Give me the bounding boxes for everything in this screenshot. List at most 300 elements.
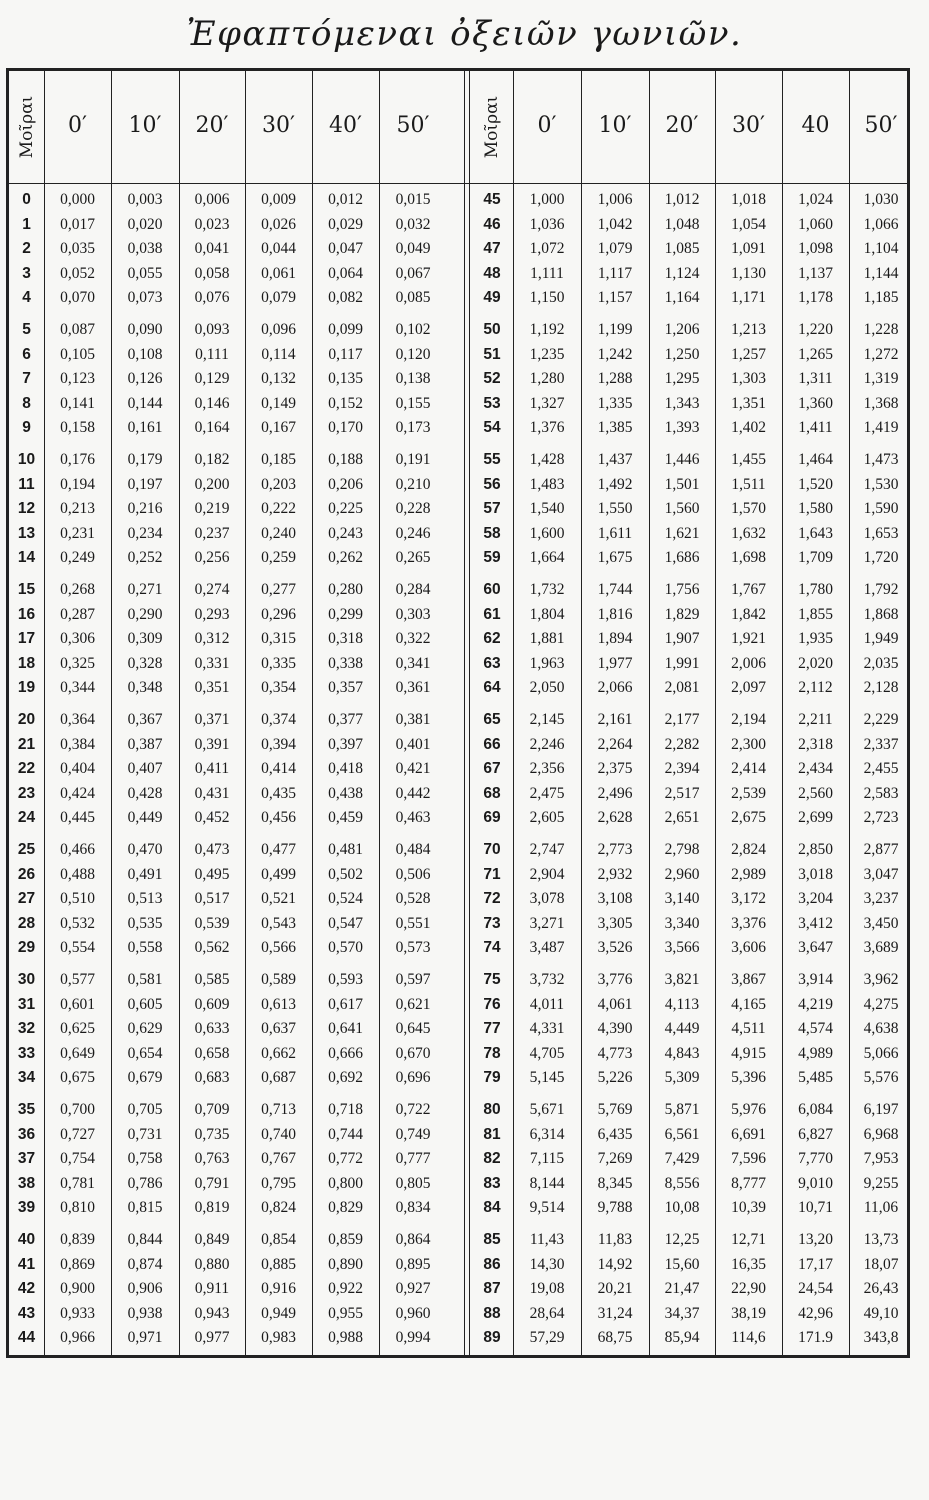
right_block-value-cell: 28,64 xyxy=(529,1304,565,1322)
left_block-value-cell: 0,123 xyxy=(60,370,95,388)
left_block-value-cell: 0,435 xyxy=(261,784,296,802)
left_block-value-cell: 0,521 xyxy=(261,890,296,908)
right_block-value-cell: 5,226 xyxy=(597,1069,633,1087)
left_block-value-cell: 0,649 xyxy=(60,1044,95,1062)
right_block-degree-cell: 50 xyxy=(483,321,501,338)
left_block-value-cell: 0,510 xyxy=(60,890,95,908)
right_block-value-cell: 2,475 xyxy=(529,784,565,802)
right_block-value-cell: 1,550 xyxy=(597,500,633,518)
page-title: Ἐφαπτόμεναι ὀξειῶν γωνιῶν. xyxy=(186,14,743,54)
right_block-value-cell: 3,305 xyxy=(597,914,633,932)
left_block-value-cell: 0,528 xyxy=(395,890,431,908)
right_block-value-cell: 1,732 xyxy=(529,581,565,598)
right_block-value-cell: 1,111 xyxy=(530,264,564,282)
right_block-value-cell: 1,653 xyxy=(863,524,899,542)
left_block-value-cell: 0,252 xyxy=(127,549,163,567)
left_block-degree-cell: 21 xyxy=(17,735,36,753)
left_block-value-cell: 0,709 xyxy=(194,1101,230,1118)
left_block-value-cell: 0,076 xyxy=(194,289,230,307)
right_block-value-cell: 1,376 xyxy=(529,419,565,437)
right_block-value-cell: 1,242 xyxy=(597,345,633,363)
left_block-value-cell: 0,035 xyxy=(60,240,95,258)
left_block-value-cell: 0,696 xyxy=(395,1069,431,1087)
left_block-value-cell: 0,377 xyxy=(328,711,363,728)
left_block-value-cell: 0,839 xyxy=(60,1231,95,1248)
right_block-value-cell: 5,976 xyxy=(731,1101,766,1118)
left_block-value-cell: 0,338 xyxy=(328,654,363,672)
left_block-value-cell: 0,543 xyxy=(261,914,296,932)
left_block-degree-cell: 30 xyxy=(17,971,36,988)
left_block-value-cell: 0,000 xyxy=(60,191,95,208)
left_block-value-cell: 0,061 xyxy=(261,264,296,282)
right_block-degree-cell: 87 xyxy=(483,1280,501,1298)
right_block-value-cell: 14,92 xyxy=(597,1255,633,1273)
left_block-value-cell: 0,916 xyxy=(261,1280,296,1298)
right_block-degree-cell: 67 xyxy=(483,760,501,778)
right_block-value-cell: 1,501 xyxy=(664,475,700,493)
left_block-value-cell: 0,213 xyxy=(60,500,95,518)
left_block-value-cell: 0,020 xyxy=(127,215,163,233)
right_block-degree-cell: 86 xyxy=(483,1255,501,1273)
right_block-minute-header: 0′ xyxy=(537,113,557,138)
right_block-value-cell: 1,000 xyxy=(529,191,565,208)
left_block-value-cell: 0,597 xyxy=(395,971,431,988)
right_block-value-cell: 1,124 xyxy=(664,264,700,282)
right_block-degree-cell: 74 xyxy=(483,939,501,957)
right_block-value-cell: 4,773 xyxy=(597,1044,633,1062)
right_block-value-cell: 1,464 xyxy=(798,451,833,468)
left_block-value-cell: 0,880 xyxy=(194,1255,230,1273)
left_block-value-cell: 0,029 xyxy=(328,215,363,233)
left_block-value-cell: 0,431 xyxy=(194,784,230,802)
right_block-value-cell: 1,335 xyxy=(597,394,633,412)
right_block-value-cell: 2,960 xyxy=(664,865,700,883)
left_block-degree-cell: 29 xyxy=(17,939,36,957)
left_block-value-cell: 0,161 xyxy=(127,419,163,437)
left_block-value-cell: 0,473 xyxy=(194,841,230,858)
left_block-value-cell: 0,090 xyxy=(127,321,163,338)
left_block-value-cell: 0,058 xyxy=(194,264,230,282)
left_block-value-cell: 0,246 xyxy=(395,524,431,542)
left_block-value-cell: 0,731 xyxy=(127,1125,163,1143)
left_block-value-cell: 0,943 xyxy=(194,1304,230,1322)
right_block-value-cell: 9,788 xyxy=(597,1199,633,1217)
right_block-value-cell: 1,455 xyxy=(731,451,766,468)
left_block-value-cell: 0,367 xyxy=(127,711,163,728)
left_block-value-cell: 0,670 xyxy=(395,1044,431,1062)
left_block-value-cell: 0,015 xyxy=(395,191,431,208)
right_block-value-cell: 1,570 xyxy=(731,500,766,518)
left_block-value-cell: 0,259 xyxy=(261,549,296,567)
left_block-minute-header: 50′ xyxy=(396,113,430,138)
left_block-value-cell: 0,284 xyxy=(395,581,431,598)
left_block-value-cell: 0,566 xyxy=(261,939,296,957)
right_block-degree-cell: 75 xyxy=(483,971,501,988)
right_block-value-cell: 2,798 xyxy=(664,841,700,858)
right_block-degree-cell: 73 xyxy=(483,914,501,932)
right_block-value-cell: 1,921 xyxy=(731,630,766,648)
right_block-value-cell: 1,351 xyxy=(731,394,766,412)
left_block-value-cell: 0,687 xyxy=(261,1069,296,1087)
right_block-value-cell: 343,8 xyxy=(863,1329,899,1347)
right_block-value-cell: 1,036 xyxy=(529,215,565,233)
left_block-value-cell: 0,200 xyxy=(194,475,230,493)
left_block-value-cell: 0,303 xyxy=(395,605,431,623)
left_block-value-cell: 0,633 xyxy=(194,1020,230,1038)
left_block-value-cell: 0,132 xyxy=(261,370,296,388)
right_block-value-cell: 6,435 xyxy=(597,1125,633,1143)
right_block-minute-header: 10′ xyxy=(598,113,632,138)
right_block-value-cell: 2,877 xyxy=(863,841,899,858)
right_block-value-cell: 1,621 xyxy=(664,524,700,542)
right_block-degree-cell: 57 xyxy=(483,500,501,518)
left_block-value-cell: 0,328 xyxy=(127,654,163,672)
right_block-value-cell: 6,084 xyxy=(798,1101,833,1118)
left_block-degree-cell: 20 xyxy=(17,711,36,728)
left_block-value-cell: 0,654 xyxy=(127,1044,163,1062)
left_block-value-cell: 0,705 xyxy=(127,1101,163,1118)
right_block-value-cell: 5,066 xyxy=(863,1044,899,1062)
right_block-value-cell: 1,991 xyxy=(664,654,700,672)
left_block-degree-cell: 4 xyxy=(22,289,31,307)
left_block-value-cell: 0,222 xyxy=(261,500,296,518)
left_block-value-cell: 0,658 xyxy=(194,1044,230,1062)
right_block-value-cell: 57,29 xyxy=(529,1329,565,1347)
right_block-degree-cell: 56 xyxy=(483,475,501,493)
right_block-value-cell: 2,904 xyxy=(529,865,565,883)
right_block-value-cell: 2,006 xyxy=(731,654,766,672)
left_block-value-cell: 0,495 xyxy=(194,865,230,883)
right_block-value-cell: 1,072 xyxy=(529,240,565,258)
right_block-value-cell: 15,60 xyxy=(664,1255,700,1273)
left_block-degree-cell: 19 xyxy=(17,679,36,697)
right_block-value-cell: 2,097 xyxy=(731,679,766,697)
left_block-value-cell: 0,055 xyxy=(127,264,163,282)
left_block-value-cell: 0,645 xyxy=(395,1020,431,1038)
left_block-value-cell: 0,120 xyxy=(395,345,431,363)
right_block-value-cell: 3,647 xyxy=(798,939,833,957)
right_block-value-cell: 4,219 xyxy=(798,995,833,1013)
left_block-value-cell: 0,445 xyxy=(60,809,95,827)
right_block-value-cell: 1,137 xyxy=(798,264,833,282)
right_block-value-cell: 1,675 xyxy=(597,549,633,567)
right_block-value-cell: 1,868 xyxy=(863,605,899,623)
right_block-value-cell: 2,455 xyxy=(863,760,899,778)
right_block-value-cell: 1,006 xyxy=(597,191,633,208)
right_block-value-cell: 114,6 xyxy=(731,1329,766,1347)
left_block-value-cell: 0,203 xyxy=(261,475,296,493)
right_block-degree-cell: 69 xyxy=(483,809,501,827)
left_block-value-cell: 0,906 xyxy=(127,1280,163,1298)
right_block-value-cell: 2,177 xyxy=(664,711,700,728)
right_block-value-cell: 1,360 xyxy=(798,394,833,412)
right_block-value-cell: 1,600 xyxy=(529,524,565,542)
left_block-value-cell: 0,938 xyxy=(127,1304,163,1322)
left_block-value-cell: 0,117 xyxy=(328,345,363,363)
right_block-value-cell: 4,574 xyxy=(798,1020,833,1038)
left_block-value-cell: 0,844 xyxy=(127,1231,163,1248)
left_block-value-cell: 0,391 xyxy=(194,735,230,753)
left_block-value-cell: 0,625 xyxy=(60,1020,95,1038)
left_block-value-cell: 0,299 xyxy=(328,605,363,623)
right_block-value-cell: 3,914 xyxy=(798,971,833,988)
right_block-value-cell: 2,211 xyxy=(798,711,833,728)
left_block-value-cell: 0,609 xyxy=(194,995,230,1013)
right_block-value-cell: 6,827 xyxy=(798,1125,833,1143)
left_block-value-cell: 0,280 xyxy=(328,581,363,598)
left_block-value-cell: 0,082 xyxy=(328,289,363,307)
left_block-value-cell: 0,718 xyxy=(328,1101,363,1118)
left_block-value-cell: 0,824 xyxy=(261,1199,296,1217)
right_block-value-cell: 1,632 xyxy=(731,524,766,542)
right_block-value-cell: 7,269 xyxy=(597,1150,633,1168)
left_block-value-cell: 0,949 xyxy=(261,1304,296,1322)
left_block-value-cell: 0,754 xyxy=(60,1150,95,1168)
left_block-value-cell: 0,188 xyxy=(328,451,363,468)
right_block-value-cell: 6,314 xyxy=(529,1125,565,1143)
right_block-value-cell: 1,130 xyxy=(731,264,766,282)
left_block-value-cell: 0,977 xyxy=(194,1329,230,1347)
right_block-value-cell: 4,011 xyxy=(529,995,565,1013)
left_block-value-cell: 0,322 xyxy=(395,630,431,648)
right_block-value-cell: 2,394 xyxy=(664,760,700,778)
left_block-degree-cell: 7 xyxy=(22,370,31,388)
right_block-value-cell: 2,628 xyxy=(597,809,633,827)
right_block-value-cell: 5,145 xyxy=(529,1069,565,1087)
left_block-value-cell: 0,449 xyxy=(127,809,163,827)
left_block-value-cell: 0,006 xyxy=(194,191,230,208)
right_block-value-cell: 7,953 xyxy=(863,1150,899,1168)
left_block-value-cell: 0,988 xyxy=(328,1329,363,1347)
right_block-value-cell: 2,605 xyxy=(529,809,565,827)
right_block-degree-cell: 59 xyxy=(483,549,501,567)
left_block-value-cell: 0,800 xyxy=(328,1174,363,1192)
right_block-value-cell: 1,709 xyxy=(798,549,833,567)
left_block-value-cell: 0,216 xyxy=(127,500,163,518)
right_block-value-cell: 19,08 xyxy=(529,1280,565,1298)
right_block-value-cell: 1,530 xyxy=(863,475,899,493)
left_block-value-cell: 0,424 xyxy=(60,784,95,802)
left_block-value-cell: 0,558 xyxy=(127,939,163,957)
left_block-degree-cell: 31 xyxy=(17,995,36,1013)
right_block-degree-cell: 88 xyxy=(483,1304,501,1322)
left_block-value-cell: 0,524 xyxy=(328,890,363,908)
left_block-value-cell: 0,772 xyxy=(328,1150,363,1168)
right_block-value-cell: 1,590 xyxy=(863,500,899,518)
left_block-value-cell: 0,155 xyxy=(395,394,431,412)
right_block-value-cell: 1,411 xyxy=(798,419,833,437)
right_block-value-cell: 8,345 xyxy=(597,1174,633,1192)
right_block-value-cell: 4,113 xyxy=(664,995,700,1013)
right_block-degree-cell: 46 xyxy=(483,215,501,233)
left_block-value-cell: 0,176 xyxy=(60,451,95,468)
right_block-value-cell: 3,776 xyxy=(597,971,633,988)
right_block-value-cell: 2,989 xyxy=(731,865,766,883)
left_block-degree-cell: 14 xyxy=(17,549,36,567)
left_block-value-cell: 0,012 xyxy=(328,191,363,208)
right_block-value-cell: 8,144 xyxy=(529,1174,565,1192)
left_block-value-cell: 0,911 xyxy=(194,1280,230,1298)
left_block-value-cell: 0,679 xyxy=(127,1069,163,1087)
left_block-value-cell: 0,047 xyxy=(328,240,363,258)
right_block-value-cell: 1,048 xyxy=(664,215,700,233)
left_block-value-cell: 0,629 xyxy=(127,1020,163,1038)
right_block-value-cell: 2,282 xyxy=(664,735,700,753)
right_block-value-cell: 3,140 xyxy=(664,890,700,908)
right_block-value-cell: 2,723 xyxy=(863,809,899,827)
left_block-value-cell: 0,404 xyxy=(60,760,95,778)
left_block-value-cell: 0,554 xyxy=(60,939,95,957)
left_block-value-cell: 0,102 xyxy=(395,321,431,338)
left_block-value-cell: 0,859 xyxy=(328,1231,363,1248)
left_block-value-cell: 0,749 xyxy=(395,1125,431,1143)
left_block-value-cell: 0,763 xyxy=(194,1150,230,1168)
right_block-value-cell: 1,419 xyxy=(863,419,899,437)
right_block-value-cell: 1,206 xyxy=(664,321,700,338)
left_block-value-cell: 0,456 xyxy=(261,809,296,827)
left_block-degree-cell: 40 xyxy=(17,1231,36,1248)
left_block-value-cell: 0,805 xyxy=(395,1174,431,1192)
right_block-degree-cell: 76 xyxy=(483,995,501,1013)
left_block-value-cell: 0,234 xyxy=(127,524,163,542)
left_block-value-cell: 0,781 xyxy=(60,1174,95,1192)
right_block-value-cell: 5,871 xyxy=(664,1101,700,1118)
left_block-degree-cell: 23 xyxy=(17,784,36,802)
left_block-value-cell: 0,488 xyxy=(60,865,95,883)
left_block-value-cell: 0,306 xyxy=(60,630,95,648)
tangent-table xyxy=(6,68,910,1358)
left_block-value-cell: 0,003 xyxy=(127,191,163,208)
left_block-value-cell: 0,570 xyxy=(328,939,363,957)
left_block-degree-cell: 28 xyxy=(17,914,36,932)
left_block-minute-header: 10′ xyxy=(128,113,162,138)
right_block-value-cell: 3,487 xyxy=(529,939,565,957)
left_block-value-cell: 0,191 xyxy=(395,451,431,468)
left_block-degree-cell: 38 xyxy=(17,1174,36,1192)
right_block-degree-cell: 49 xyxy=(483,289,501,307)
right_block-value-cell: 31,24 xyxy=(597,1304,633,1322)
right_block-value-cell: 1,428 xyxy=(529,451,565,468)
right_block-value-cell: 21,47 xyxy=(664,1280,700,1298)
right_block-value-cell: 2,337 xyxy=(863,735,899,753)
left_block-value-cell: 0,149 xyxy=(261,394,296,412)
left_block-value-cell: 0,357 xyxy=(328,679,363,697)
right_block-value-cell: 3,566 xyxy=(664,939,700,957)
right_block-value-cell: 12,25 xyxy=(664,1231,700,1248)
left_block-value-cell: 0,032 xyxy=(395,215,431,233)
right_block-value-cell: 7,429 xyxy=(664,1150,700,1168)
right_block-value-cell: 1,192 xyxy=(529,321,565,338)
right_block-value-cell: 2,747 xyxy=(529,841,565,858)
left_block-value-cell: 0,135 xyxy=(328,370,363,388)
right_block-value-cell: 1,098 xyxy=(798,240,833,258)
block-divider xyxy=(464,71,470,1355)
left_block-value-cell: 0,017 xyxy=(60,215,95,233)
right_block-value-cell: 1,295 xyxy=(664,370,700,388)
right_block-value-cell: 1,446 xyxy=(664,451,700,468)
right_block-value-cell: 1,816 xyxy=(597,605,633,623)
left_block-value-cell: 0,955 xyxy=(328,1304,363,1322)
left_block-value-cell: 0,758 xyxy=(127,1150,163,1168)
left_block-minute-header: 30′ xyxy=(262,113,295,138)
right_block-value-cell: 3,526 xyxy=(597,939,633,957)
right_block-value-cell: 2,496 xyxy=(597,784,633,802)
right_block-degree-cell: 47 xyxy=(483,240,501,258)
right_block-value-cell: 1,164 xyxy=(664,289,700,307)
right_block-value-cell: 13,73 xyxy=(863,1231,899,1248)
right_block-degree-cell: 55 xyxy=(483,451,501,468)
left_block-value-cell: 0,662 xyxy=(261,1044,296,1062)
left_block-value-cell: 0,067 xyxy=(395,264,431,282)
left_block-degree-cell: 34 xyxy=(17,1069,36,1087)
right_block-value-cell: 6,691 xyxy=(731,1125,766,1143)
left_block-value-cell: 0,335 xyxy=(261,654,296,672)
left_block-value-cell: 0,394 xyxy=(261,735,296,753)
left_block-value-cell: 0,791 xyxy=(194,1174,230,1192)
right_block-value-cell: 1,611 xyxy=(597,524,633,542)
right_block-value-cell: 1,178 xyxy=(798,289,833,307)
right_block-value-cell: 2,264 xyxy=(597,735,633,753)
right_block-value-cell: 1,894 xyxy=(597,630,633,648)
right_block-value-cell: 4,511 xyxy=(731,1020,766,1038)
left_block-value-cell: 0,532 xyxy=(60,914,95,932)
right_block-value-cell: 3,047 xyxy=(863,865,899,883)
right_block-value-cell: 1,311 xyxy=(798,370,833,388)
left_block-value-cell: 0,009 xyxy=(261,191,296,208)
right_block-value-cell: 1,792 xyxy=(863,581,899,598)
right_block-value-cell: 2,675 xyxy=(731,809,766,827)
left_block-value-cell: 0,573 xyxy=(395,939,431,957)
left_block-value-cell: 0,829 xyxy=(328,1199,363,1217)
left_block-value-cell: 0,547 xyxy=(328,914,363,932)
right_block-degree-cell: 85 xyxy=(483,1231,501,1248)
right_block-value-cell: 2,145 xyxy=(529,711,565,728)
left_block-value-cell: 0,287 xyxy=(60,605,95,623)
right_block-value-cell: 1,744 xyxy=(597,581,633,598)
right_block-value-cell: 5,769 xyxy=(597,1101,633,1118)
right_block-value-cell: 1,842 xyxy=(731,605,766,623)
right_block-value-cell: 9,514 xyxy=(529,1199,565,1217)
left_block-value-cell: 0,960 xyxy=(395,1304,431,1322)
left_block-value-cell: 0,577 xyxy=(60,971,95,988)
left_block-value-cell: 0,499 xyxy=(261,865,296,883)
right_block-value-cell: 22,90 xyxy=(731,1280,766,1298)
left_block-value-cell: 0,466 xyxy=(60,841,95,858)
right_block-value-cell: 1,935 xyxy=(798,630,833,648)
left_block-value-cell: 0,185 xyxy=(261,451,296,468)
right_block-value-cell: 4,705 xyxy=(529,1044,565,1062)
right_block-degree-cell: 82 xyxy=(483,1150,501,1168)
left_block-value-cell: 0,381 xyxy=(395,711,431,728)
right_block-value-cell: 1,720 xyxy=(863,549,899,567)
right_block-value-cell: 3,237 xyxy=(863,890,899,908)
left_block-value-cell: 0,173 xyxy=(395,419,431,437)
right_block-value-cell: 1,977 xyxy=(597,654,633,672)
left_block-value-cell: 0,617 xyxy=(328,995,363,1013)
left_block-degree-cell: 42 xyxy=(17,1280,36,1298)
left_block-minute-header: 20′ xyxy=(195,113,229,138)
right_block-value-cell: 6,968 xyxy=(863,1125,899,1143)
left_block-value-cell: 0,535 xyxy=(127,914,163,932)
left_block-value-cell: 0,621 xyxy=(395,995,431,1013)
right_block-value-cell: 9,255 xyxy=(863,1174,899,1192)
left_block-value-cell: 0,049 xyxy=(395,240,431,258)
right_block-value-cell: 1,018 xyxy=(731,191,766,208)
right_block-degree-cell: 64 xyxy=(483,679,501,697)
right_block-value-cell: 4,061 xyxy=(597,995,633,1013)
left_block-value-cell: 0,064 xyxy=(328,264,363,282)
right_block-value-cell: 1,066 xyxy=(863,215,899,233)
